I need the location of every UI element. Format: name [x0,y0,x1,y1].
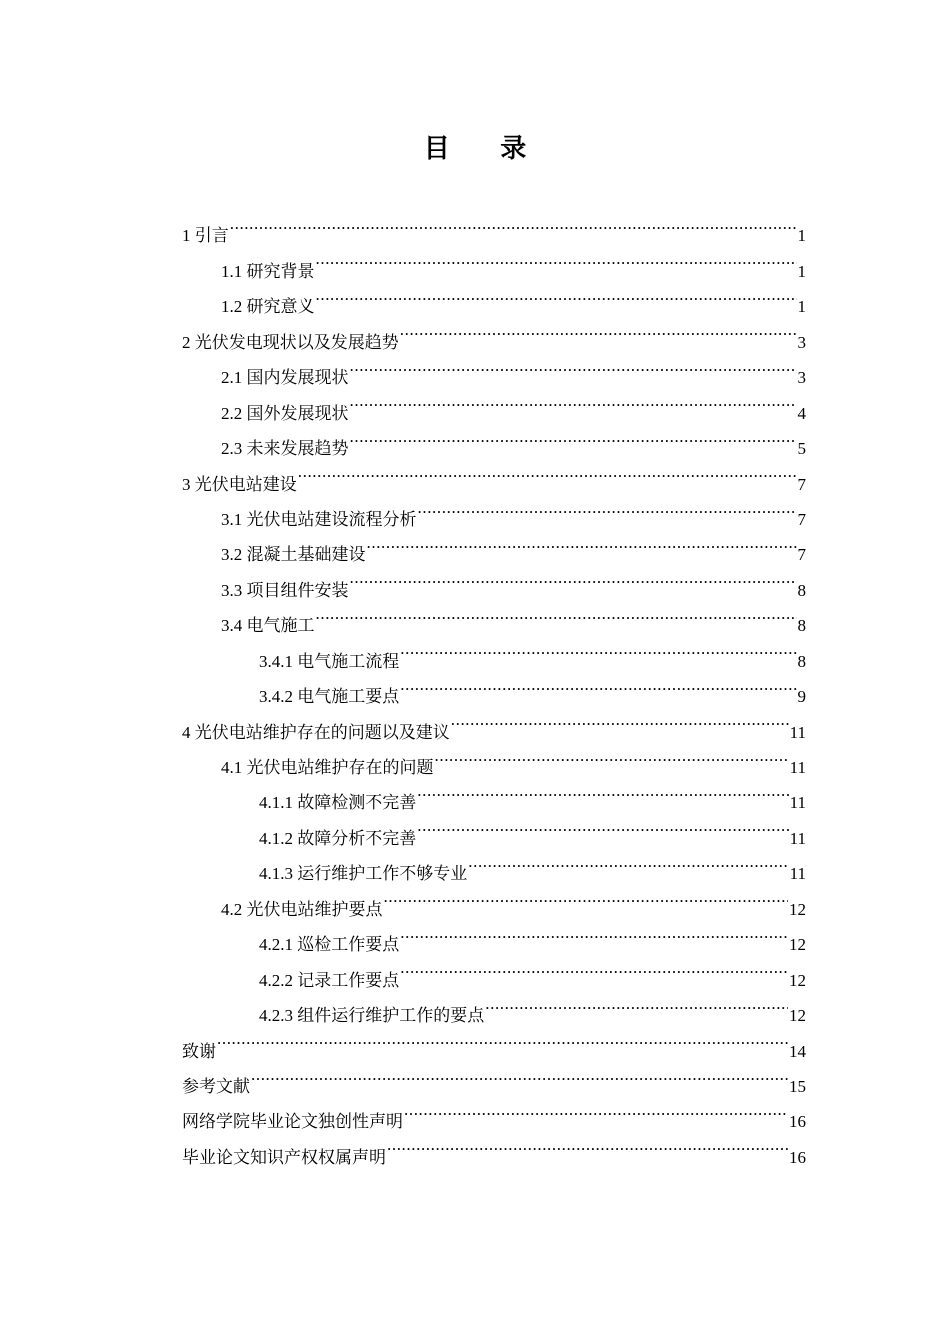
toc-entry-label: 3.4.1 电气施工流程 [259,651,400,671]
toc-page-number: 9 [797,687,806,707]
toc-page-number: 7 [797,545,806,565]
toc-page-number: 7 [797,474,806,494]
toc-entry-label: 4.1 光伏电站维护存在的问题 [221,758,434,777]
toc-page-number: 11 [789,758,806,777]
toc-page-number: 11 [789,722,806,742]
toc-entry-label: 3.1 光伏电站建设流程分析 [221,509,417,529]
toc-dot-leader [350,383,797,418]
toc-page-number: 7 [797,509,806,529]
toc-page-number: 8 [797,616,806,636]
toc-entry-label: 参考文献 [182,1076,250,1096]
toc-entry-label: 3.4.2 电气施工要点 [259,687,400,707]
toc-entry-label: 2.2 国外发展现状 [221,403,349,423]
toc-page-number: 11 [789,864,806,884]
toc-dot-leader [316,277,797,312]
toc-entry-label: 4.2.1 巡检工作要点 [259,935,400,955]
toc-entry-label: 2 光伏发电现状以及发展趋势 [182,332,399,352]
toc-page-number: 11 [789,828,806,848]
toc-entry-label: 1.2 研究意义 [221,297,315,317]
toc-dot-leader [451,702,789,737]
toc-page-number: 12 [789,935,806,955]
toc-dot-leader [316,596,797,631]
toc-entry-label: 网络学院毕业论文独创性声明 [182,1112,403,1132]
toc-dot-leader [468,844,788,879]
toc-page-number: 4 [797,403,806,423]
toc-entry[interactable] [182,1057,806,1096]
toc-dot-leader [350,419,797,454]
toc-entry-label: 致谢 [182,1041,216,1061]
toc-entry-label: 3.3 项目组件安装 [221,580,349,600]
toc-entry-label: 3.2 混凝土基础建设 [221,545,366,565]
toc-page-number: 12 [789,970,806,990]
toc-entry-label: 2.1 国内发展现状 [221,368,349,388]
toc-dot-leader [400,915,788,950]
toc-title: 目 录 [423,134,549,163]
toc-entry-label: 2.3 未来发展趋势 [221,439,349,459]
toc-entry-label: 4 光伏电站维护存在的问题以及建议 [182,722,450,742]
toc-page-number: 5 [797,439,806,459]
toc-entry[interactable] [182,1021,806,1061]
toc-dot-leader [418,490,797,525]
toc-page-number: 14 [789,1041,806,1061]
toc-dot-leader [350,560,797,595]
toc-dot-leader [404,1092,788,1127]
toc-entry[interactable] [182,241,806,281]
toc-dot-leader [384,879,789,914]
toc-entry[interactable] [182,206,806,246]
toc-dot-leader [400,667,796,702]
toc-dot-leader [367,525,797,560]
toc-page-number: 16 [789,1147,806,1167]
toc-page-number: 3 [797,368,806,388]
toc-entry-label: 4.1.3 运行维护工作不够专业 [259,864,468,884]
toc-dot-leader [400,950,788,985]
toc-dot-leader [350,348,797,383]
toc-dot-leader [230,206,797,241]
toc-page-number: 1 [797,226,806,246]
toc-entry-label: 4.1.2 故障分析不完善 [259,828,417,848]
toc-page-number: 8 [797,651,806,671]
toc-page-number: 3 [797,332,806,352]
toc-dot-leader [251,1057,788,1092]
toc-entry[interactable] [182,1092,806,1132]
toc-entry-label: 4.2.2 记录工作要点 [259,970,400,990]
toc-page-number: 8 [797,580,806,600]
toc-entry-label: 毕业论文知识产权权属声明 [182,1147,386,1167]
toc-page-number: 15 [789,1076,806,1096]
toc-dot-leader [217,1021,788,1056]
toc-dot-leader [400,312,797,347]
toc-page-number: 12 [789,899,806,919]
toc-page-number: 1 [797,261,806,281]
toc-page-number: 11 [789,793,806,813]
toc-page-number: 12 [789,1006,806,1026]
toc-entry-label: 4.2.3 组件运行维护工作的要点 [259,1006,485,1026]
toc-dot-leader [417,773,788,808]
toc-dot-leader [387,1127,788,1162]
toc-entry-label: 4.2 光伏电站维护要点 [221,899,383,919]
toc-dot-leader [298,454,797,489]
toc-entry-label: 3 光伏电站建设 [182,474,297,494]
toc-dot-leader [417,808,788,843]
toc-entry-label: 1.1 研究背景 [221,261,315,281]
toc-dot-leader [485,986,788,1021]
toc-entry-label: 3.4 电气施工 [221,616,315,636]
toc-page-number: 1 [797,297,806,317]
toc-entry-label: 4.1.1 故障检测不完善 [259,793,417,813]
toc-dot-leader [435,738,789,773]
toc-page-number: 16 [789,1112,806,1132]
toc-entry-label: 1 引言 [182,226,229,246]
toc-dot-leader [316,241,797,276]
toc-dot-leader [400,631,796,666]
table-of-contents [182,206,806,1167]
